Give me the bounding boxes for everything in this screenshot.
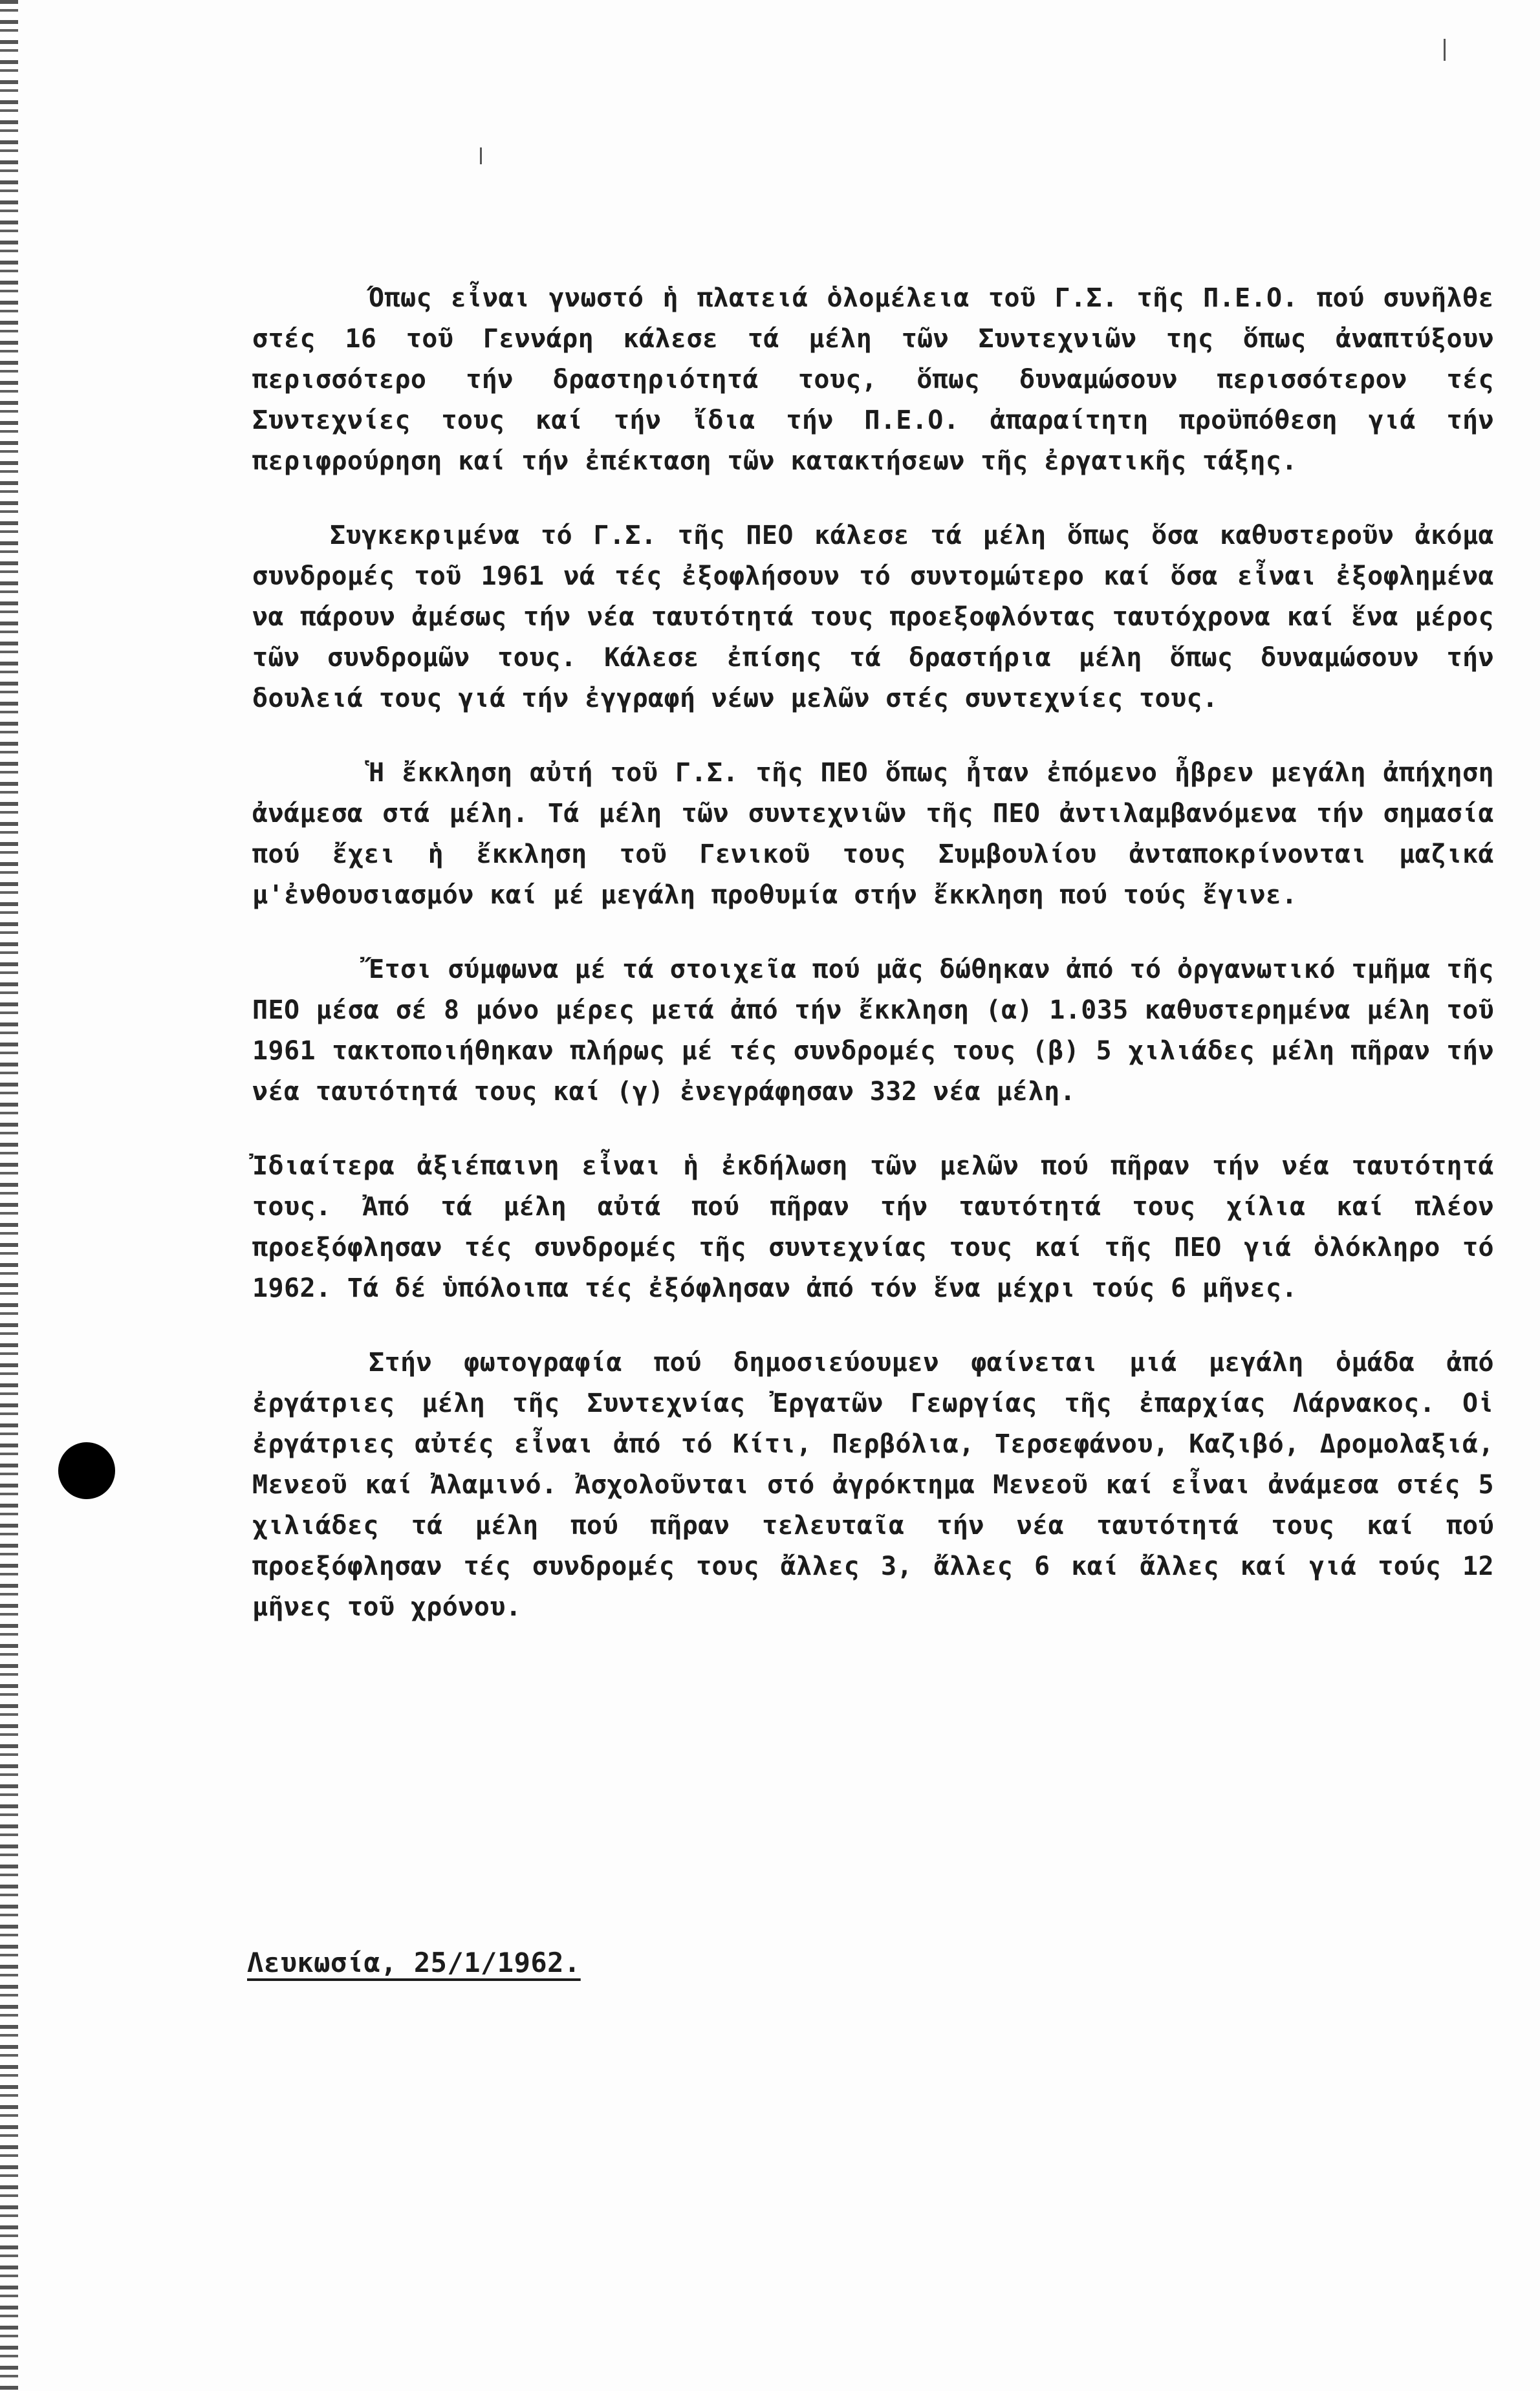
paragraph-4: Ἔτσι σύμφωνα μέ τά στοιχεῖα πού μᾶς δώθηκαν ἀπό τό ὀργανωτικό τμῆμα τῆς ΠΕΟ μέσα σέ 8 μόνο μέρες μετά ἀπό τήν ἔκκληση (α) 1.035 καθυστερημένα μέλη τοῦ 1961 τακτοποιήθηκαν πλήρως μέ τές συνδρομές τους (β) 5 χιλιάδες μέλη πῆραν τήν νέα ταυτότητά τους καί (γ) ἐνεγράφησαν 332 νέα μέλη. — [252, 955, 1494, 1107]
place-date-signature: Λευκωσία, 25/1/1962. — [247, 1947, 581, 1978]
paragraph-3: Ἡ ἔκκληση αὐτή τοῦ Γ.Σ. τῆς ΠΕΟ ὅπως ἦταν ἐπόμενο ἦβρεν μεγάλη ἀπήχηση ἀνάμεσα στά μέλη. Τά μέλη τῶν συντεχνιῶν τῆς ΠΕΟ ἀντιλαμβανόμενα τήν σημασία πού ἔχει ἡ ἔκκληση τοῦ Γενικοῦ τους Συμβουλίου ἀνταποκρίνονται μαζικά μ'ἐνθουσιασμόν καί μέ μεγάλη προθυμία στήν ἔκκληση πού τούς ἔγινε. — [252, 758, 1494, 910]
punch-hole — [58, 1442, 115, 1499]
paragraph-2: Συγκεκριμένα τό Γ.Σ. τῆς ΠΕΟ κάλεσε τά μέλη ὅπως ὅσα καθυστεροῦν ἀκόμα συνδρομές τοῦ 1961 νά τές ἐξοφλήσουν τό συντομώτερο καί ὅσα εἶναι ἐξοφλημένα να πάρουν ἀμέσως τήν νέα ταυτότητά τους προεξοφλόντας ταυτόχρονα καί ἕνα μέρος τῶν συνδρομῶν τους. Κάλεσε ἐπίσης τά δραστήρια μέλη ὅπως δυναμώσουν τήν δουλειά τους γιά τήν ἐγγραφή νέων μελῶν στές συντεχνίες τους. — [252, 521, 1494, 713]
paragraph-5: Ἰδιαίτερα ἀξιέπαινη εἶναι ἡ ἐκδήλωση τῶν μελῶν πού πῆραν τήν νέα ταυτότητά τους. Ἀπό τά μέλη αὐτά πού πῆραν τήν ταυτότητά τους χίλια καί πλέον προεξόφλησαν τές συνδρομές τῆς συντεχνίας τους καί τῆς ΠΕΟ γιά ὁλόκληρο τό 1962. Τά δέ ὑπόλοιπα τές ἐξόφλησαν ἀπό τόν ἕνα μέχρι τούς 6 μῆνες. — [252, 1151, 1494, 1303]
scan-mark — [480, 147, 482, 164]
scan-left-edge — [0, 0, 18, 2391]
paragraph-1: Όπως εἶναι γνωστό ἡ πλατειά ὁλομέλεια τοῦ Γ.Σ. τῆς Π.Ε.Ο. πού συνῆλθε στές 16 τοῦ Γεννάρη κάλεσε τά μέλη τῶν Συντεχνιῶν της ὅπως ἀναπτύξουν περισσότερο τήν δραστηριότητά τους, ὅπως δυναμώσουν περισσότερον τές Συντεχνίες τους καί τήν ἴδια τήν Π.Ε.Ο. ἀπαραίτητη προϋπόθεση γιά τήν περιφρούρηση καί τήν ἐπέκταση τῶν κατακτήσεων τῆς ἐργατικῆς τάξης. — [252, 283, 1494, 476]
scan-mark — [1444, 39, 1446, 61]
paragraph-6: Στήν φωτογραφία πού δημοσιεύουμεν φαίνεται μιά μεγάλη ὁμάδα ἀπό ἐργάτριες μέλη τῆς Συντεχνίας Ἐργατῶν Γεωργίας τῆς ἐπαρχίας Λάρνακος. Οἱ ἐργάτριες αὐτές εἶναι ἀπό τό Κίτι, Περβόλια, Τερσεφάνου, Καζιβό, Δρομολαξιά, Μενεοῦ καί Ἀλαμινό. Ἀσχολοῦνται στό ἀγρόκτημα Μενεοῦ καί εἶναι ἀνάμεσα στές 5 χιλιάδες τά μέλη πού πῆραν τελευταῖα τήν νέα ταυτότητά τους καί πού προεξόφλησαν τές συνδρομές τους ἄλλες 3, ἄλλες 6 καί ἄλλες καί γιά τούς 12 μῆνες τοῦ χρόνου. — [252, 1348, 1494, 1622]
document-body — [252, 278, 1494, 1661]
